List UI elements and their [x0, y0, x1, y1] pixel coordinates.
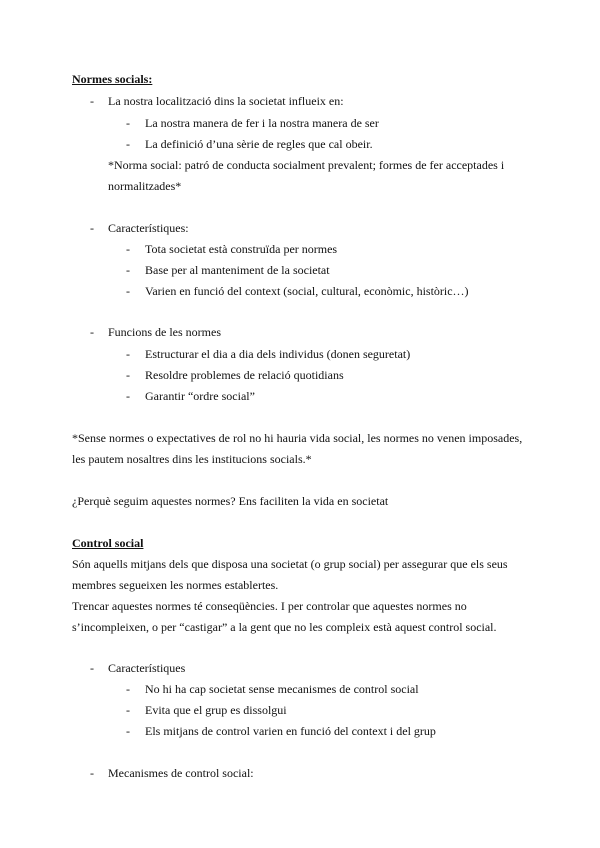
section-title-normes-socials: Normes socials:: [72, 72, 153, 86]
definition-note-line: *Norma social: patró de conducta socialment prevalent; formes de fer acceptades i: [108, 158, 505, 172]
paragraph-line: Són aquells mitjans dels que disposa una societat (o grup social) per assegurar que els seus: [72, 557, 508, 571]
sub-bullet-dash: -: [126, 263, 130, 277]
list-item: Mecanismes de control social:: [108, 766, 254, 780]
paragraph-line: Trencar aquestes normes té conseqüències. I per controlar que aquestes normes no: [72, 599, 467, 613]
sub-bullet-dash: -: [126, 347, 130, 361]
bullet-dash: -: [90, 766, 94, 780]
paragraph-line: s’incompleixen, o per “castigar” a la gent que no les compleix està aquest control social.: [72, 620, 497, 634]
sub-list-item: Evita que el grup es dissolgui: [145, 703, 287, 717]
sub-list-item: Els mitjans de control varien en funció del context i del grup: [145, 724, 436, 738]
section-title-control-social: Control social: [72, 536, 144, 550]
bullet-dash: -: [90, 94, 94, 108]
sub-bullet-dash: -: [126, 368, 130, 382]
sub-bullet-dash: -: [126, 284, 130, 298]
sub-bullet-dash: -: [126, 703, 130, 717]
sub-bullet-dash: -: [126, 242, 130, 256]
paragraph-line: membres segueixen les normes establertes.: [72, 578, 279, 592]
list-item: Funcions de les normes: [108, 325, 221, 339]
sub-bullet-dash: -: [126, 724, 130, 738]
sub-list-item: No hi ha cap societat sense mecanismes de control social: [145, 682, 419, 696]
list-item: Característiques:: [108, 221, 189, 235]
sub-list-item: La nostra manera de fer i la nostra manera de ser: [145, 116, 379, 130]
sub-bullet-dash: -: [126, 137, 130, 151]
sub-list-item: La definició d’una sèrie de regles que cal obeir.: [145, 137, 373, 151]
sub-bullet-dash: -: [126, 389, 130, 403]
sub-bullet-dash: -: [126, 682, 130, 696]
bullet-dash: -: [90, 325, 94, 339]
list-item: Característiques: [108, 661, 186, 675]
question-line: ¿Perquè seguim aquestes normes? Ens faciliten la vida en societat: [72, 494, 389, 508]
definition-note-line: normalitzades*: [108, 179, 182, 193]
list-item: La nostra localització dins la societat influeix en:: [108, 94, 344, 108]
sub-list-item: Resoldre problemes de relació quotidians: [145, 368, 344, 382]
sub-list-item: Garantir “ordre social”: [145, 389, 255, 403]
sub-bullet-dash: -: [126, 116, 130, 130]
sub-list-item: Estructurar el dia a dia dels individus (donen seguretat): [145, 347, 411, 361]
sub-list-item: Tota societat està construïda per normes: [145, 242, 338, 256]
paragraph-line: *Sense normes o expectatives de rol no hi hauria vida social, les normes no venen imposades,: [72, 431, 523, 445]
sub-list-item: Varien en funció del context (social, cultural, econòmic, històric…): [145, 284, 469, 298]
paragraph-line: les pautem nosaltres dins les institucions socials.*: [72, 452, 312, 466]
sub-list-item: Base per al manteniment de la societat: [145, 263, 330, 277]
bullet-dash: -: [90, 661, 94, 675]
bullet-dash: -: [90, 221, 94, 235]
